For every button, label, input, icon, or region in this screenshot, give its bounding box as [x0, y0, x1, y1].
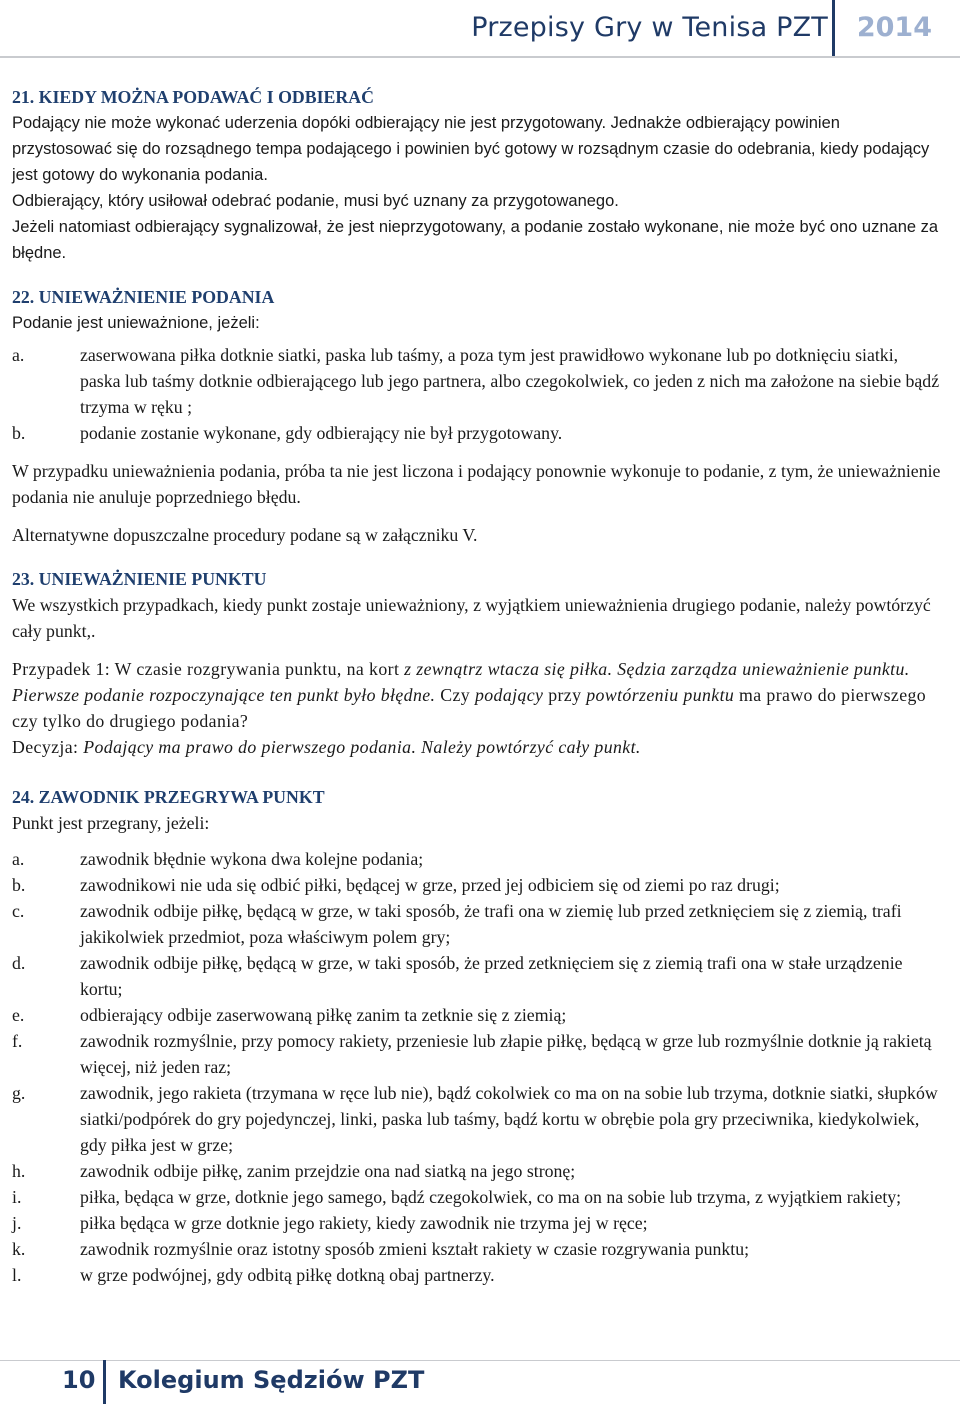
section-23-case	[12, 656, 942, 734]
list-item	[12, 950, 942, 1002]
list-marker: c.	[12, 901, 25, 921]
list-item	[12, 1002, 942, 1028]
header-divider	[832, 0, 835, 56]
section-23-decision	[12, 734, 942, 760]
list-item-text: podanie zostanie wykonane, gdy odbierający nie był przygotowany.	[80, 423, 563, 443]
case-text-g: ma prawo do pierwszego czy tylko do drugiego podania?	[12, 685, 927, 731]
list-marker: g.	[12, 1083, 26, 1103]
list-marker: b.	[12, 423, 26, 443]
page-footer	[0, 1360, 960, 1404]
case-text-b: z zewnątrz wtacza się piłka. Sędzia zarządza unieważnienie punktu. Pierwsze podanie rozpoczynające ten punkt było błędne.	[12, 659, 910, 705]
list-marker: a.	[12, 849, 25, 869]
list-item-text: zawodnik odbije piłkę, zanim przejdzie ona nad siatką na jego stronę;	[80, 1161, 576, 1181]
section-22-title: 22. UNIEWAŻNIENIE PODANIA	[12, 287, 275, 307]
list-item-text: zawodnikowi nie uda się odbić piłki, będącej w grze, przed jej odbiciem się od ziemi po raz drugi;	[80, 875, 780, 895]
case-text-a: Przypadek 1: W czasie rozgrywania punktu, na kort	[12, 659, 405, 679]
list-item	[12, 1210, 942, 1236]
section-23-paragraph-1: We wszystkich przypadkach, kiedy punkt zostaje unieważniony, z wyjątkiem unieważnienia drugiego podanie, należy powtórzyć cały punkt,.	[12, 595, 931, 641]
decision-label: Decyzja:	[12, 737, 84, 757]
list-marker: j.	[12, 1213, 22, 1233]
section-21-paragraph-1: Podający nie może wykonać uderzenia dopóki odbierający nie jest przygotowany. Jednakże odbierający powinien przystosować się do rozsądnego tempa podającego i powinien być gotowy w rozsądnym czasie do odebrania, kiedy podający jest gotowy do wykonania podania.	[12, 114, 930, 184]
list-marker: h.	[12, 1161, 26, 1181]
list-marker: e.	[12, 1005, 25, 1025]
case-text-c: Czy	[435, 685, 475, 705]
list-item-text: piłka, będąca w grze, dotknie jego samego, bądź czegokolwiek, co ma on na sobie lub trzyma, z wyjątkiem rakiety;	[80, 1187, 902, 1207]
list-item-text: zawodnik rozmyślnie, przy pomocy rakiety, przeniesie lub złapie piłkę, będącą w grze lub rozmyślnie dotknie ją rakietą więcej, niż jeden raz;	[80, 1031, 932, 1077]
section-22-intro: Podanie jest unieważnione, jeżeli:	[12, 314, 260, 332]
list-item-text: zawodnik błędnie wykona dwa kolejne podania;	[80, 849, 424, 869]
section-24-list	[12, 846, 942, 1288]
list-item-text: zaserwowana piłka dotknie siatki, paska lub taśmy, a poza tym jest prawidłowo wykonane lub po dotknięciu siatki, paska lub taśmy dotknie odbierającego lub jego partnera, albo czegokolwiek, co jeden z nich ma założone na siebie bądź trzyma w ręku ;	[80, 345, 940, 417]
footer-rule	[0, 1360, 960, 1361]
list-item-text: zawodnik rozmyślnie oraz istotny sposób zmieni kształt rakiety w czasie rozgrywania punktu;	[80, 1239, 750, 1259]
section-21-paragraph-3: Jeżeli natomiast odbierający sygnalizował, że jest nieprzygotowany, a podanie zostało wykonane, nie może być ono uznane za błędne.	[12, 218, 939, 262]
list-item-text: zawodnik odbije piłkę, będącą w grze, w taki sposób, że trafi ona w ziemię lub przed zetknięciem się z ziemią, trafi jakikolwiek przedmiot, poza właściwym polem gry;	[80, 901, 902, 947]
list-marker: a.	[12, 345, 25, 365]
list-item	[12, 420, 942, 446]
page-header	[0, 0, 960, 58]
list-item	[12, 872, 942, 898]
list-item-text: piłka będąca w grze dotknie jego rakiety, kiedy zawodnik nie trzyma jej w ręce;	[80, 1213, 648, 1233]
list-item	[12, 898, 942, 950]
list-item-text: w grze podwójnej, gdy odbitą piłkę dotkną obaj partnerzy.	[80, 1265, 495, 1285]
decision-text: Podający ma prawo do pierwszego podania. Należy powtórzyć cały punkt.	[83, 737, 641, 757]
list-item-text: zawodnik odbije piłkę, będącą w grze, w taki sposób, że przed zetknięciem się z ziemią trafi ona w stałe urządzenie kortu;	[80, 953, 903, 999]
list-item	[12, 846, 942, 872]
section-22-paragraph-2: Alternatywne dopuszczalne procedury podane są w załączniku V.	[12, 525, 478, 545]
section-22-list	[12, 342, 942, 446]
list-item	[12, 1262, 942, 1288]
list-item	[12, 342, 942, 420]
list-item	[12, 1080, 942, 1158]
list-marker: f.	[12, 1031, 23, 1051]
list-item	[12, 1236, 942, 1262]
list-marker: i.	[12, 1187, 22, 1207]
document-year: 2014	[856, 12, 932, 43]
list-marker: k.	[12, 1239, 26, 1259]
list-marker: d.	[12, 953, 26, 973]
list-item	[12, 1158, 942, 1184]
section-24-title: 24. ZAWODNIK PRZEGRYWA PUNKT	[12, 787, 325, 807]
list-item	[12, 1028, 942, 1080]
list-item	[12, 1184, 942, 1210]
list-item-text: odbierający odbije zaserwowaną piłkę zanim ta zetknie się z ziemią;	[80, 1005, 567, 1025]
section-24-intro: Punkt jest przegrany, jeżeli:	[12, 813, 210, 833]
list-marker: b.	[12, 875, 26, 895]
section-21-paragraph-2: Odbierający, który usiłował odebrać podanie, musi być uznany za przygotowanego.	[12, 192, 619, 210]
page-number: 10	[62, 1366, 96, 1394]
header-rule	[0, 56, 960, 58]
section-21-title: 21. KIEDY MOŻNA PODAWAĆ I ODBIERAĆ	[12, 87, 374, 107]
footer-label: Kolegium Sędziów PZT	[118, 1366, 425, 1394]
case-text-e: przy	[543, 685, 587, 705]
footer-divider	[103, 1360, 106, 1404]
list-item-text: zawodnik, jego rakieta (trzymana w ręce lub nie), bądź cokolwiek co ma on na sobie lub trzyma, dotknie siatki, słupków siatki/podpórek do gry pojedynczej, linki, paska lub taśmy, bądź kortu w obrębie pola gry przeciwnika, kiedykolwiek, gdy piłka jest w grze;	[80, 1083, 938, 1155]
document-title: Przepisy Gry w Tenisa PZT	[471, 12, 828, 43]
case-text-d: podający	[474, 685, 544, 705]
section-23-title: 23. UNIEWAŻNIENIE PUNKTU	[12, 569, 267, 589]
page-content	[12, 84, 942, 1288]
list-marker: l.	[12, 1265, 22, 1285]
case-text-f: powtórzeniu punktu	[586, 685, 735, 705]
section-22-paragraph-1: W przypadku unieważnienia podania, próba ta nie jest liczona i podający ponownie wykonuje to podanie, z tym, że unieważnienie podania nie anuluje poprzedniego błędu.	[12, 461, 941, 507]
